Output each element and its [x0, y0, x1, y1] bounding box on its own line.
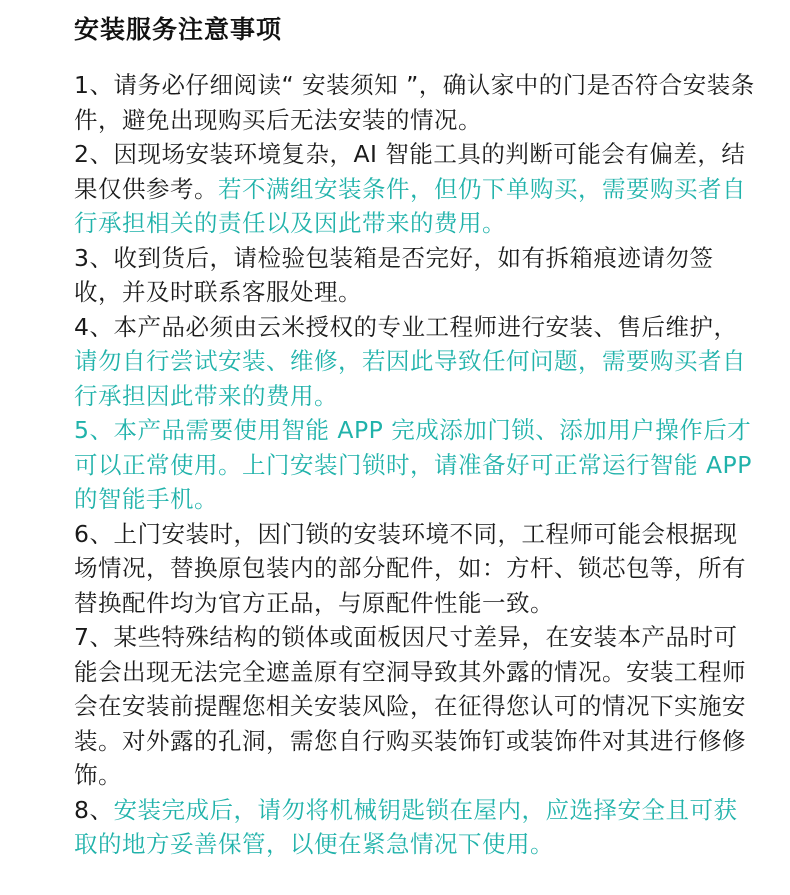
- notice-item-7-text: 7、某些特殊结构的锁体或面板因尺寸差异，在安装本产品时可能会出现无法完全遮盖原有空洞导致其外露的情况。安装工程师会在安装前提醒您相关安装风险，在征得您认可的情况下实施安装。对外露的孔洞，需您自行购买装饰钉或装饰件对其进行修修饰。: [74, 623, 746, 789]
- notice-item-8-highlight: 安装完成后，请勿将机械钥匙锁在屋内，应选择安全且可获取的地方妥善保管，以便在紧急情况下使用。: [74, 795, 738, 858]
- notice-item-3: [74, 241, 760, 310]
- notice-item-2-text: 2、因现场安装环境复杂，AI 智能工具的判断可能会有偏差，结果仅供参考。: [74, 140, 746, 203]
- notice-item-5: [74, 413, 760, 517]
- notice-item-4-highlight: 请勿自行尝试安装、维修，若因此导致任何问题，需要购买者自行承担因此带来的费用。: [74, 347, 746, 410]
- notice-item-1: [74, 68, 760, 137]
- notice-item-4-text: 4、本产品必须由云米授权的专业工程师进行安装、售后维护，: [74, 312, 738, 341]
- notice-item-8-text: 8、: [74, 795, 114, 824]
- page-title: 安装服务注意事项: [74, 15, 283, 44]
- notice-item-1-text: 1、请务必仔细阅读“ 安装须知 ”，确认家中的门是否符合安装条件，避免出现购买后无法安装的情况。: [74, 71, 755, 134]
- notice-item-3-text: 3、收到货后，请检验包装箱是否完好，如有拆箱痕迹请勿签收，并及时联系客服处理。: [74, 243, 714, 306]
- notice-item-7: [74, 620, 760, 793]
- notice-item-2-highlight: 若不满组安装条件，但仍下单购买，需要购买者自行承担相关的责任以及因此带来的费用。: [74, 174, 746, 237]
- notice-item-2: [74, 137, 760, 241]
- notice-item-6-text: 6、上门安装时，因门锁的安装环境不同，工程师可能会根据现场情况，替换原包装内的部分配件，如：方杆、锁芯包等，所有替换配件均为官方正品，与原配件性能一致。: [74, 519, 746, 617]
- notice-item-6: [74, 517, 760, 621]
- notice-item-8: [74, 793, 760, 862]
- notice-item-4: [74, 310, 760, 414]
- notice-item-5-highlight: 5、本产品需要使用智能 APP 完成添加门锁、添加用户操作后才可以正常使用。上门安装门锁时，请准备好可正常运行智能 APP 的智能手机。: [74, 416, 752, 513]
